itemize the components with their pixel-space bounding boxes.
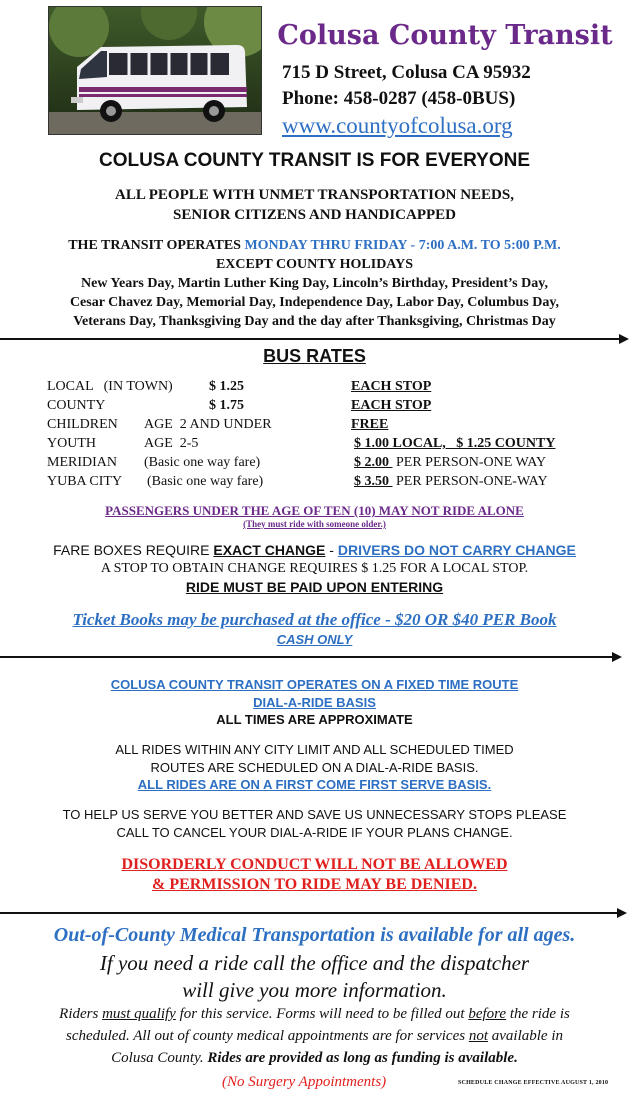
fare-boxes — [0, 542, 629, 558]
rate-price: $ 1.25 — [209, 379, 244, 394]
funding-b: Rides are provided as long as funding is available. — [207, 1050, 518, 1066]
divider-3-arrow-icon — [617, 908, 627, 918]
intro-line-1: ALL PEOPLE WITH UNMET TRANSPORTATION NEEDS, — [114, 187, 514, 203]
rate-note: $ 2.00 — [354, 455, 393, 470]
divider-3 — [0, 912, 618, 914]
holiday-line-1: New Years Day, Martin Luther King Day, Lincoln’s Birthday, President’s Day, — [81, 276, 548, 291]
route-line-1: COLUSA COUNTY TRANSIT OPERATES ON A FIXED TIME ROUTE — [110, 677, 519, 692]
operating-hours — [0, 238, 629, 254]
rate-detail: AGE 2-5 — [144, 436, 199, 451]
rate-note-group — [354, 474, 548, 490]
rate-detail: (Basic one way fare) — [144, 455, 261, 470]
medical-headline: Out-of-County Medical Transportation is available for all ages. — [53, 924, 576, 946]
medical-call-1: If you need a ride call the office and the dispatcher — [99, 951, 530, 975]
route-line-2: DIAL-A-RIDE BASIS — [253, 695, 376, 710]
fare-exact: EXACT CHANGE — [213, 542, 326, 558]
funding-line — [0, 1050, 629, 1067]
rate-name: YUBA CITY — [47, 474, 123, 489]
funding-a: Colusa County. — [111, 1050, 208, 1066]
rate-note-suffix: PER PERSON-ONE WAY — [392, 455, 547, 470]
rate-name: YOUTH — [47, 436, 96, 451]
rides-line-2: ROUTES ARE SCHEDULED ON A DIAL-A-RIDE BASIS. — [150, 760, 479, 775]
qualify-a: Riders — [59, 1006, 103, 1022]
fare-prefix: FARE BOXES REQUIRE — [53, 542, 214, 558]
website-link[interactable]: www.countyofcolusa.org — [282, 113, 513, 138]
rate-detail: (Basic one way fare) — [147, 474, 264, 489]
headline: COLUSA COUNTY TRANSIT IS FOR EVERYONE — [98, 150, 531, 171]
qualify-before: before — [468, 1006, 507, 1022]
rate-name: COUNTY — [47, 398, 106, 413]
rate-detail: AGE 2 AND UNDER — [144, 417, 272, 432]
passengers-sub: (They must ride with someone older.) — [243, 519, 386, 529]
qualify-line — [0, 1006, 629, 1023]
scheduled-b: available in — [488, 1028, 563, 1044]
intro-line-2: SENIOR CITIZENS AND HANDICAPPED — [173, 207, 456, 223]
cash-only: CASH ONLY — [276, 632, 353, 647]
rate-name: MERIDIAN — [47, 455, 117, 470]
bus-rates-title: BUS RATES — [263, 346, 366, 366]
passengers-notice: PASSENGERS UNDER THE AGE OF TEN (10) MAY NOT RIDE ALONE — [105, 503, 524, 518]
rate-note-group — [354, 455, 546, 471]
no-surgery: (No Surgery Appointments) — [222, 1074, 387, 1090]
approximate: ALL TIMES ARE APPROXIMATE — [216, 712, 413, 727]
rate-name: CHILDREN — [47, 417, 118, 432]
first-come: ALL RIDES ARE ON A FIRST COME FIRST SERVE BASIS. — [137, 777, 492, 792]
scheduled-not: not — [468, 1028, 488, 1044]
rate-name: LOCAL (IN TOWN) — [47, 379, 173, 394]
rate-note: $ 3.50 — [354, 474, 393, 489]
ticket-books: Ticket Books may be purchased at the office - $20 OR $40 PER Book — [72, 610, 557, 629]
rate-note: $ 1.00 LOCAL, $ 1.25 COUNTY — [354, 436, 556, 451]
stop-change: A STOP TO OBTAIN CHANGE REQUIRES $ 1.25 FOR A LOCAL STOP. — [100, 561, 529, 576]
agency-title: Colusa County Transit — [277, 20, 613, 51]
medical-call-2: will give you more information. — [182, 978, 447, 1002]
help-line-1: TO HELP US SERVE YOU BETTER AND SAVE US UNNECESSARY STOPS PLEASE — [62, 807, 567, 822]
fare-drivers: DRIVERS DO NOT CARRY CHANGE — [337, 542, 576, 558]
rides-line-1: ALL RIDES WITHIN ANY CITY LIMIT AND ALL SCHEDULED TIMED — [115, 742, 514, 757]
except-holidays: EXCEPT COUNTY HOLIDAYS — [215, 257, 414, 272]
holiday-line-3: Veterans Day, Thanksgiving Day and the day after Thanksgiving, Christmas Day — [73, 314, 556, 329]
ride-paid: RIDE MUST BE PAID UPON ENTERING — [185, 579, 444, 595]
disorderly-line-1: DISORDERLY CONDUCT WILL NOT BE ALLOWED — [121, 856, 508, 873]
scheduled-a: scheduled. All out of county medical appointments are for services — [65, 1028, 469, 1044]
qualify-must: must qualify — [102, 1006, 176, 1022]
divider-1-arrow-icon — [619, 334, 629, 344]
divider-1 — [0, 338, 620, 340]
divider-2 — [0, 656, 612, 658]
address: 715 D Street, Colusa CA 95932 — [282, 62, 531, 83]
rate-price: $ 1.75 — [209, 398, 244, 413]
operates-hours: MONDAY THRU FRIDAY - 7:00 A.M. TO 5:00 P.M. — [244, 238, 561, 253]
disorderly-line-2: & PERMISSION TO RIDE MAY BE DENIED. — [152, 876, 477, 893]
qualify-b: for this service. Forms will need to be filled out — [175, 1006, 469, 1022]
rate-note: EACH STOP — [351, 398, 432, 413]
rate-note: FREE — [351, 417, 389, 432]
operates-prefix: THE TRANSIT OPERATES — [68, 238, 245, 253]
fare-dash: - — [325, 542, 338, 558]
schedule-effective: SCHEDULE CHANGE EFFECTIVE AUGUST 1, 2010 — [458, 1080, 609, 1086]
scheduled-line — [0, 1028, 629, 1045]
divider-2-arrow-icon — [612, 652, 622, 662]
bus-photo — [48, 6, 262, 135]
help-line-2: CALL TO CANCEL YOUR DIAL-A-RIDE IF YOUR PLANS CHANGE. — [116, 825, 513, 840]
holiday-line-2: Cesar Chavez Day, Memorial Day, Independence Day, Labor Day, Columbus Day, — [69, 295, 560, 310]
rate-note-suffix: PER PERSON-ONE-WAY — [392, 474, 548, 489]
phone: Phone: 458-0287 (458-0BUS) — [282, 88, 516, 109]
bus-image-icon — [49, 7, 261, 134]
qualify-c: the ride is — [506, 1006, 570, 1022]
rate-note: EACH STOP — [351, 379, 432, 394]
